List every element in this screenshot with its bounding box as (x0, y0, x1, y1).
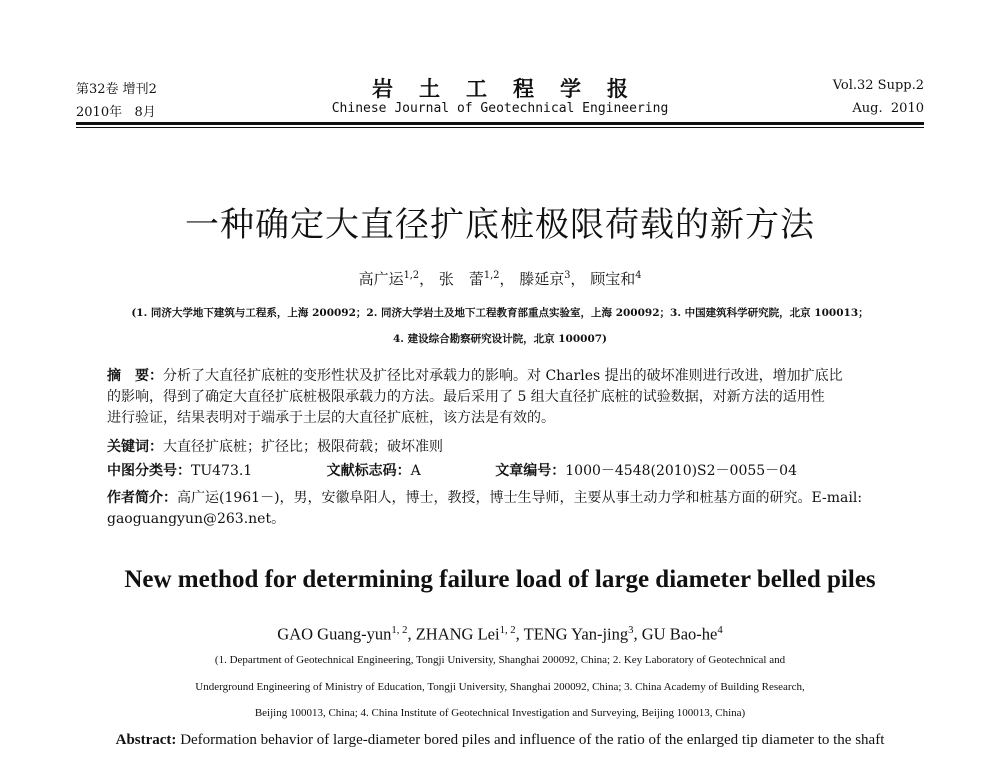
doc-code-label: 文献标志码： (326, 463, 411, 479)
keywords-cn-text: 大直径扩底桩；扩径比；极限荷载；破坏准则 (163, 439, 443, 455)
author-name-cn: 顾宝和 (590, 270, 636, 288)
header-row-bottom (76, 101, 924, 121)
abstract-cn-line (107, 366, 913, 387)
article-number-value: 1000－4548(2010)S2－0055－04 (565, 463, 798, 479)
author-name-cn: 滕延京 (519, 270, 565, 288)
clc-value: TU473.1 (191, 463, 253, 479)
keywords-cn-label: 关键词： (107, 439, 163, 455)
abstract-cn-line: 的影响，得到了确定大直径扩底桩极限承载力的方法。最后采用了 5 组大直径扩底桩的试验数据，对新方法的适用性 (107, 389, 825, 405)
bio-label: 作者简介： (107, 490, 177, 506)
author-affiliation-sup: 3 (628, 624, 634, 636)
author-affiliation-sup: 1, 2 (499, 624, 516, 636)
volume-cn: 第32卷 增刊2 (76, 82, 157, 97)
journal-name-cn: 岩土工程学报 (372, 76, 654, 101)
abstract-en-text: Deformation behavior of large-diameter bored piles and influence of the ratio of the enlarged tip diameter to the shaft (180, 732, 885, 748)
author-affiliation-sup: 4 (717, 624, 723, 636)
bio-text: 高广运(1961－)，男，安徽阜阳人，博士，教授，博士生导师，主要从事土动力学和桩基方面的研究。E-mail: (177, 490, 863, 506)
author-name-en: GAO Guang-yun (277, 624, 392, 644)
bio-email: gaoguangyun@263.net。 (107, 511, 286, 527)
affiliation-en-line: Underground Engineering of Ministry of Education, Tongji University, Shanghai 200092, China; 3. China Academy of Building Research, (195, 681, 805, 693)
author-affiliation-sup: 4 (635, 270, 642, 281)
author-name-cn: 张 蕾 (438, 270, 484, 288)
abstract-cn (107, 366, 913, 429)
affiliation-cn-line: 4. 建设综合勘察研究设计院，北京 100007) (392, 333, 608, 345)
date-en: Aug. 2010 (852, 101, 924, 116)
abstract-en (0, 732, 1000, 749)
article-number-label: 文章编号： (495, 463, 566, 479)
journal-name-en: Chinese Journal of Geotechnical Engineering (331, 101, 669, 116)
header-rule-thin (76, 127, 924, 128)
header-row-top (76, 78, 924, 100)
paper-title-en: New method for determining failure load of large diameter belled piles (124, 566, 876, 593)
author-affiliation-sup: 3 (564, 270, 571, 281)
affiliation-cn-line: (1. 同济大学地下建筑与工程系，上海 200092；2. 同济大学岩土及地下工程教育部重点实验室，上海 200092；3. 中国建筑科学研究院，北京 100013； (131, 307, 869, 319)
author-name-en: ZHANG Lei (415, 624, 500, 644)
doc-code-value: A (410, 463, 421, 479)
affiliation-en-line: (1. Department of Geotechnical Engineering, Tongji University, Shanghai 200092, China; 2. Key Laboratory of Geotechnical and (214, 654, 786, 666)
date-cn: 2010年 8月 (76, 105, 156, 120)
author-list-en: GAO Guang-yun$^{1, 2}$, ZHANG Lei$^{1, 2}$, TENG Yan-jing$^3$, GU Bao-$he^4$ (277, 624, 723, 644)
keywords-cn (107, 437, 913, 458)
author-affiliation-sup: 1, 2 (391, 624, 408, 636)
header-rule-thick (76, 122, 924, 125)
affiliation-en-line: Beijing 100013, China; 4. China Institute of Geotechnical Investigation and Surveying, Beijing 100013, China) (254, 707, 746, 719)
author-affiliation-sup: 1,2 (483, 270, 500, 281)
volume-en: Vol.32 Supp.2 (832, 78, 924, 93)
abstract-cn-text: 分析了大直径扩底桩的变形性状及扩径比对承载力的影响。对 Charles 提出的破坏准则进行改进，增加扩底比 (163, 368, 843, 384)
author-list-cn: 高广运$^{1,2}$， 张 蕾$^{1,2}$， 滕延京$^3$， 顾宝和$^4$ (358, 270, 642, 288)
abstract-cn-label: 摘 要： (107, 368, 163, 384)
author-name-en: GU Bao-he (641, 624, 718, 644)
author-bio (107, 488, 913, 530)
author-affiliation-sup: 1,2 (403, 270, 420, 281)
classification-line (107, 461, 913, 482)
abstract-cn-line: 进行验证，结果表明对于端承于土层的大直径扩底桩，该方法是有效的。 (107, 410, 555, 426)
clc-label: 中图分类号： (107, 463, 191, 479)
author-name-cn: 高广运 (358, 270, 404, 288)
abstract-en-label: Abstract: (115, 732, 177, 748)
author-name-en: TENG Yan-jing (523, 624, 629, 644)
paper-title-cn: 一种确定大直径扩底桩极限荷载的新方法 (185, 205, 815, 245)
